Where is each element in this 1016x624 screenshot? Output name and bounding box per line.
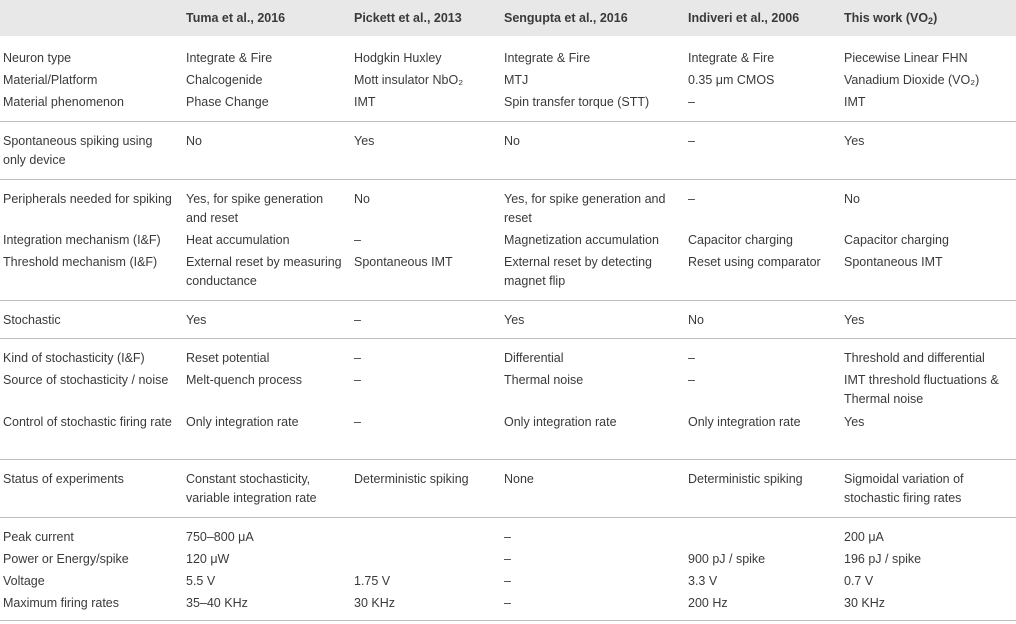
cell: Yes, for spike generation and reset: [186, 192, 324, 225]
cell: 120 μW: [186, 552, 230, 566]
header-sengupta: Sengupta et al., 2016: [504, 11, 628, 25]
row-label-control-stochastic: Control of stochastic firing rate: [3, 415, 172, 429]
row-label-source-stochasticity: Source of stochasticity / noise: [3, 373, 169, 387]
cell: External reset by measuring conductance: [186, 255, 342, 288]
cell: 200 Hz: [688, 596, 728, 610]
cell: Chalcogenide: [186, 73, 263, 87]
header-pickett: Pickett et al., 2013: [354, 11, 462, 25]
cell: IMT: [354, 95, 376, 109]
cell: –: [504, 530, 511, 544]
cell: Deterministic spiking: [688, 472, 803, 486]
row-label-stochastic: Stochastic: [3, 313, 61, 327]
cell: –: [354, 233, 361, 247]
table-bottom-border: [0, 620, 1016, 621]
cell: 5.5 V: [186, 574, 216, 588]
cell: Yes, for spike generation and reset: [504, 192, 666, 225]
cell: Capacitor charging: [688, 233, 793, 247]
cell: Sigmoidal variation of stochastic firing rates: [844, 472, 964, 505]
cell: No: [354, 192, 370, 206]
cell: Yes: [844, 313, 865, 327]
cell: 196 pJ / spike: [844, 552, 922, 566]
cell: 30 KHz: [844, 596, 885, 610]
cell: None: [504, 472, 534, 486]
cell: Reset potential: [186, 351, 270, 365]
cell: Deterministic spiking: [354, 472, 469, 486]
cell: Magnetization accumulation: [504, 233, 659, 247]
cell: No: [844, 192, 860, 206]
cell: 900 pJ / spike: [688, 552, 766, 566]
row-label-voltage: Voltage: [3, 574, 45, 588]
cell: –: [688, 192, 695, 206]
cell: Vanadium Dioxide (VO₂): [844, 73, 980, 87]
cell: 3.3 V: [688, 574, 718, 588]
row-label-material-platform: Material/Platform: [3, 73, 98, 87]
cell: Spin transfer torque (STT): [504, 95, 650, 109]
row-divider: [0, 517, 1016, 518]
cell: Hodgkin Huxley: [354, 51, 442, 65]
header-tuma: Tuma et al., 2016: [186, 11, 286, 25]
row-divider: [0, 179, 1016, 180]
cell: External reset by detecting magnet flip: [504, 255, 652, 288]
cell: Spontaneous IMT: [354, 255, 453, 269]
row-label-status-experiments: Status of experiments: [3, 472, 124, 486]
cell: Yes: [844, 415, 865, 429]
row-label-integration-mechanism: Integration mechanism (I&F): [3, 233, 161, 247]
cell: No: [688, 313, 704, 327]
cell: –: [688, 373, 695, 387]
cell: 750–800 μA: [186, 530, 254, 544]
cell: Integrate & Fire: [186, 51, 273, 65]
cell: Melt-quench process: [186, 373, 303, 387]
row-label-spontaneous-spiking: Spontaneous spiking using only device: [3, 134, 153, 167]
cell: Phase Change: [186, 95, 269, 109]
cell: –: [504, 552, 511, 566]
cell: Heat accumulation: [186, 233, 290, 247]
cell: Mott insulator NbO₂: [354, 73, 464, 87]
cell: No: [504, 134, 520, 148]
row-divider: [0, 338, 1016, 339]
row-label-peripherals: Peripherals needed for spiking: [3, 192, 172, 206]
cell: Piecewise Linear FHN: [844, 51, 968, 65]
cell: Thermal noise: [504, 373, 584, 387]
cell: 30 KHz: [354, 596, 395, 610]
cell: Only integration rate: [688, 415, 801, 429]
cell: IMT threshold fluctuations & Thermal noise: [844, 373, 999, 406]
cell: Threshold and differential: [844, 351, 985, 365]
cell: No: [186, 134, 202, 148]
cell: –: [688, 95, 695, 109]
cell: Yes: [354, 134, 375, 148]
cell: Yes: [504, 313, 525, 327]
cell: MTJ: [504, 73, 529, 87]
cell: Yes: [186, 313, 207, 327]
cell: IMT: [844, 95, 866, 109]
cell: 0.35 μm CMOS: [688, 73, 775, 87]
cell: Integrate & Fire: [504, 51, 591, 65]
cell: –: [354, 313, 361, 327]
cell: –: [688, 351, 695, 365]
cell: –: [504, 574, 511, 588]
row-divider: [0, 459, 1016, 460]
cell: Reset using comparator: [688, 255, 821, 269]
cell: Differential: [504, 351, 564, 365]
cell: 35–40 KHz: [186, 596, 248, 610]
row-label-max-firing: Maximum firing rates: [3, 596, 119, 610]
cell: 1.75 V: [354, 574, 391, 588]
row-label-power-energy: Power or Energy/spike: [3, 552, 129, 566]
cell: Only integration rate: [186, 415, 299, 429]
cell: –: [354, 373, 361, 387]
row-divider: [0, 300, 1016, 301]
row-label-material-phenomenon: Material phenomenon: [3, 95, 124, 109]
cell: Spontaneous IMT: [844, 255, 943, 269]
row-divider: [0, 121, 1016, 122]
row-label-peak-current: Peak current: [3, 530, 74, 544]
cell: –: [504, 596, 511, 610]
cell: –: [354, 415, 361, 429]
row-label-neuron-type: Neuron type: [3, 51, 72, 65]
header-this-work: This work $(VO_2)$: [844, 11, 938, 26]
cell: Constant stochasticity, variable integration rate: [186, 472, 317, 505]
cell: –: [354, 351, 361, 365]
cell: –: [688, 134, 695, 148]
cell: 0.7 V: [844, 574, 874, 588]
cell: Only integration rate: [504, 415, 617, 429]
cell: Capacitor charging: [844, 233, 949, 247]
cell: Integrate & Fire: [688, 51, 775, 65]
row-label-threshold-mechanism: Threshold mechanism (I&F): [3, 255, 158, 269]
cell: 200 μA: [844, 530, 884, 544]
header-indiveri: Indiveri et al., 2006: [688, 11, 800, 25]
row-label-kind-stochasticity: Kind of stochasticity (I&F): [3, 351, 145, 365]
cell: Yes: [844, 134, 865, 148]
